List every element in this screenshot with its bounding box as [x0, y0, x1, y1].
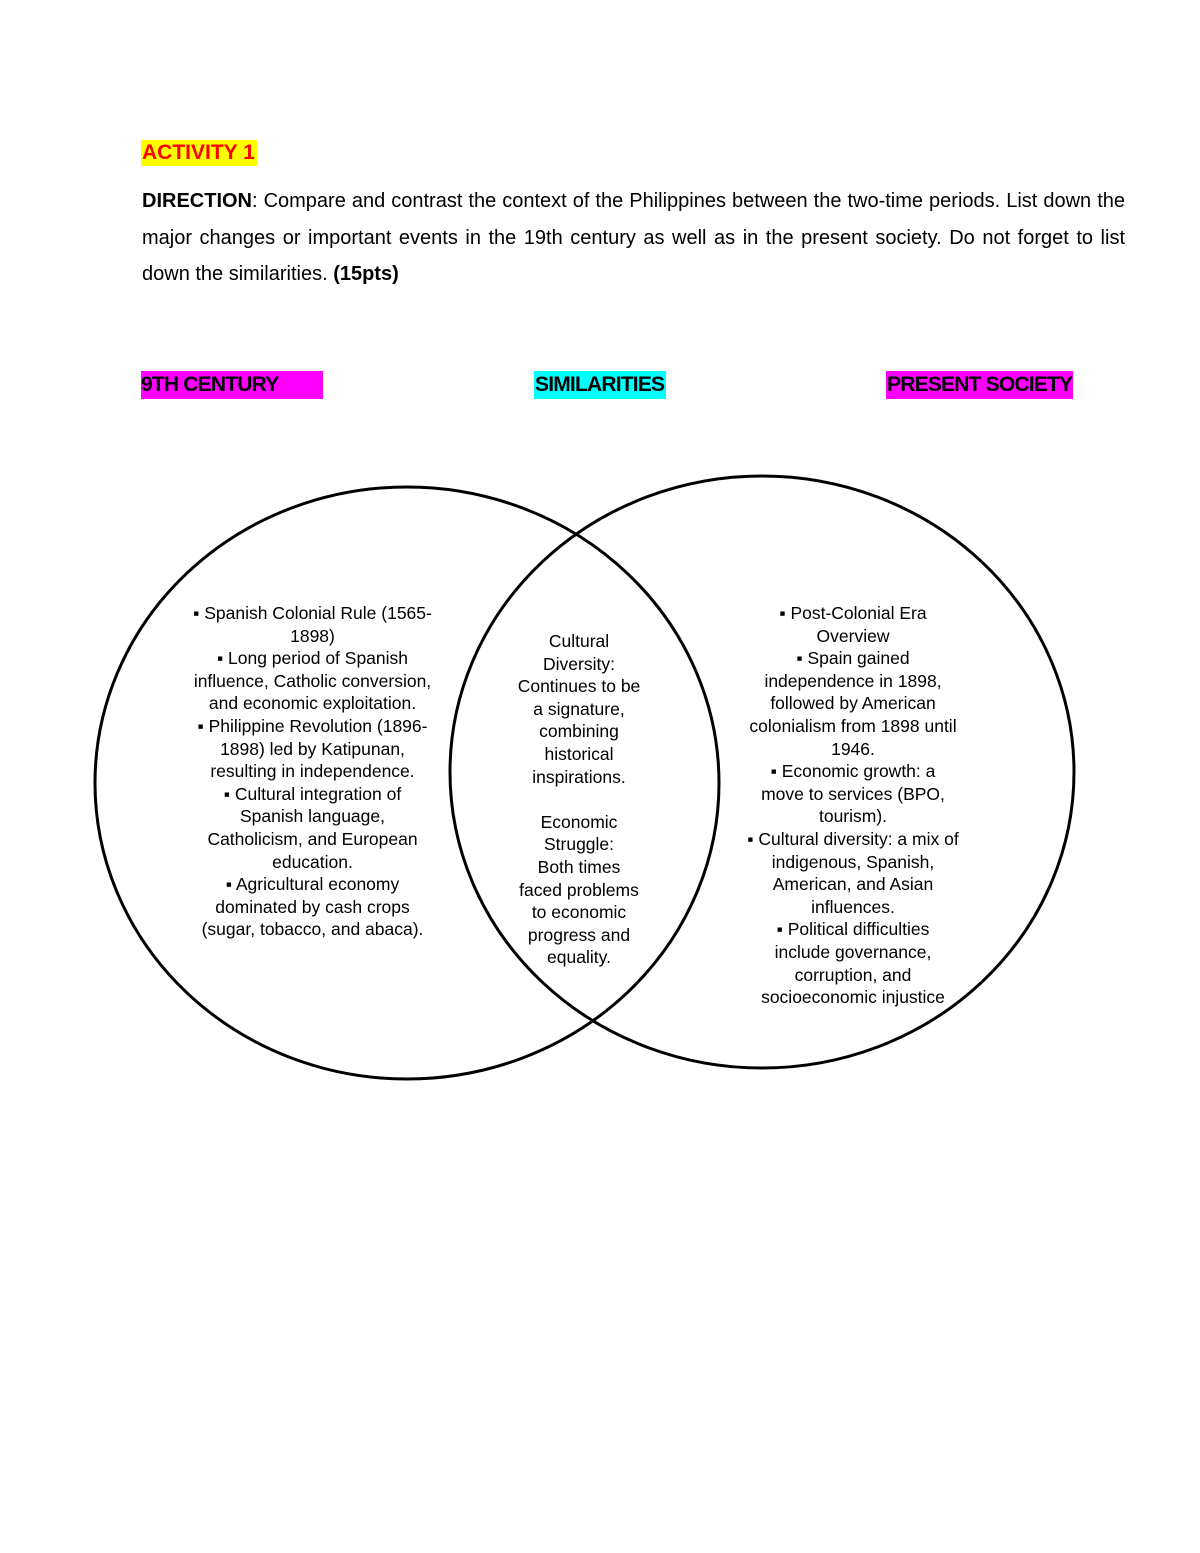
similarity-cultural: [504, 630, 654, 788]
text-line: influence, Catholic conversion,: [193, 670, 432, 691]
text-line: corruption, and: [794, 964, 912, 985]
activity-title: ACTIVITY 1: [142, 141, 255, 164]
text-line: 1898): [290, 625, 335, 646]
text-line: ▪ Post-Colonial Era: [779, 603, 927, 623]
text-line: 1946.: [831, 738, 875, 759]
text-line: education.: [272, 851, 353, 872]
text-line: faced problems: [519, 879, 639, 900]
text-line: Diversity:: [543, 653, 615, 674]
text-line: move to services (BPO,: [761, 783, 945, 804]
text-line: followed by American: [770, 693, 936, 714]
text-line: colonialism from 1898 until: [749, 715, 957, 736]
text-line: ▪ Long period of Spanish: [216, 648, 409, 669]
text-line: ▪ Cultural integration of: [223, 783, 402, 804]
text-line: Overview: [816, 625, 890, 646]
direction-text: : Compare and contrast the context of the Philippines between the two-time periods. List down the major changes or important events in the 19th century as well as in the present society. Do not forget to list down the similarities.: [142, 190, 1125, 285]
text-line: American, and Asian: [772, 874, 934, 895]
left-circle-text: [170, 602, 455, 941]
text-line: to economic: [531, 902, 627, 923]
text-line: influences.: [811, 896, 895, 917]
text-line: tourism).: [818, 806, 888, 827]
direction-label: DIRECTION: [142, 190, 252, 212]
text-line: ▪ Political difficulties: [776, 919, 930, 940]
text-line: historical: [544, 743, 614, 764]
text-line: Both times: [537, 856, 621, 877]
text-line: socioeconomic injustice: [761, 987, 945, 1008]
text-line: include governance,: [774, 941, 932, 962]
text-line: Struggle:: [543, 834, 615, 855]
text-line: ▪ Philippine Revolution (1896-: [197, 715, 428, 736]
text-line: 1898) led by Katipunan,: [220, 738, 405, 759]
text-line: indigenous, Spanish,: [771, 851, 935, 872]
text-line: ▪ Spain gained: [796, 648, 910, 669]
header-19th-century: 9TH CENTURY: [141, 371, 323, 399]
middle-overlap-text: [504, 630, 654, 969]
text-line: Spanish language,: [240, 806, 385, 827]
text-line: Catholicism, and European: [207, 828, 418, 849]
text-line: resulting in independence.: [210, 761, 415, 782]
text-line: combining: [539, 721, 619, 742]
text-line: Cultural: [548, 631, 610, 651]
text-line: ▪ Cultural diversity: a mix of: [747, 828, 959, 849]
text-line: ▪ Agricultural economy: [225, 874, 400, 895]
text-line: ▪ Economic growth: a: [770, 761, 936, 782]
points-label: (15pts): [333, 263, 399, 285]
right-circle-text: [724, 602, 982, 1009]
text-line: a signature,: [533, 698, 625, 719]
header-present-society: PRESENT SOCIETY: [886, 371, 1073, 399]
text-line: inspirations.: [532, 766, 626, 787]
text-line: (sugar, tobacco, and abaca).: [201, 919, 424, 940]
text-line: Economic: [540, 811, 618, 832]
similarity-economic: [504, 811, 654, 969]
header-similarities: SIMILARITIES: [534, 371, 666, 399]
text-line: and economic exploitation.: [208, 693, 417, 714]
text-line: Continues to be: [517, 676, 641, 697]
text-line: progress and: [527, 924, 631, 945]
text-line: ▪ Spanish Colonial Rule (1565-: [193, 603, 432, 623]
text-line: equality.: [547, 947, 611, 968]
text-line: independence in 1898,: [764, 670, 942, 691]
text-line: dominated by cash crops: [215, 896, 410, 917]
